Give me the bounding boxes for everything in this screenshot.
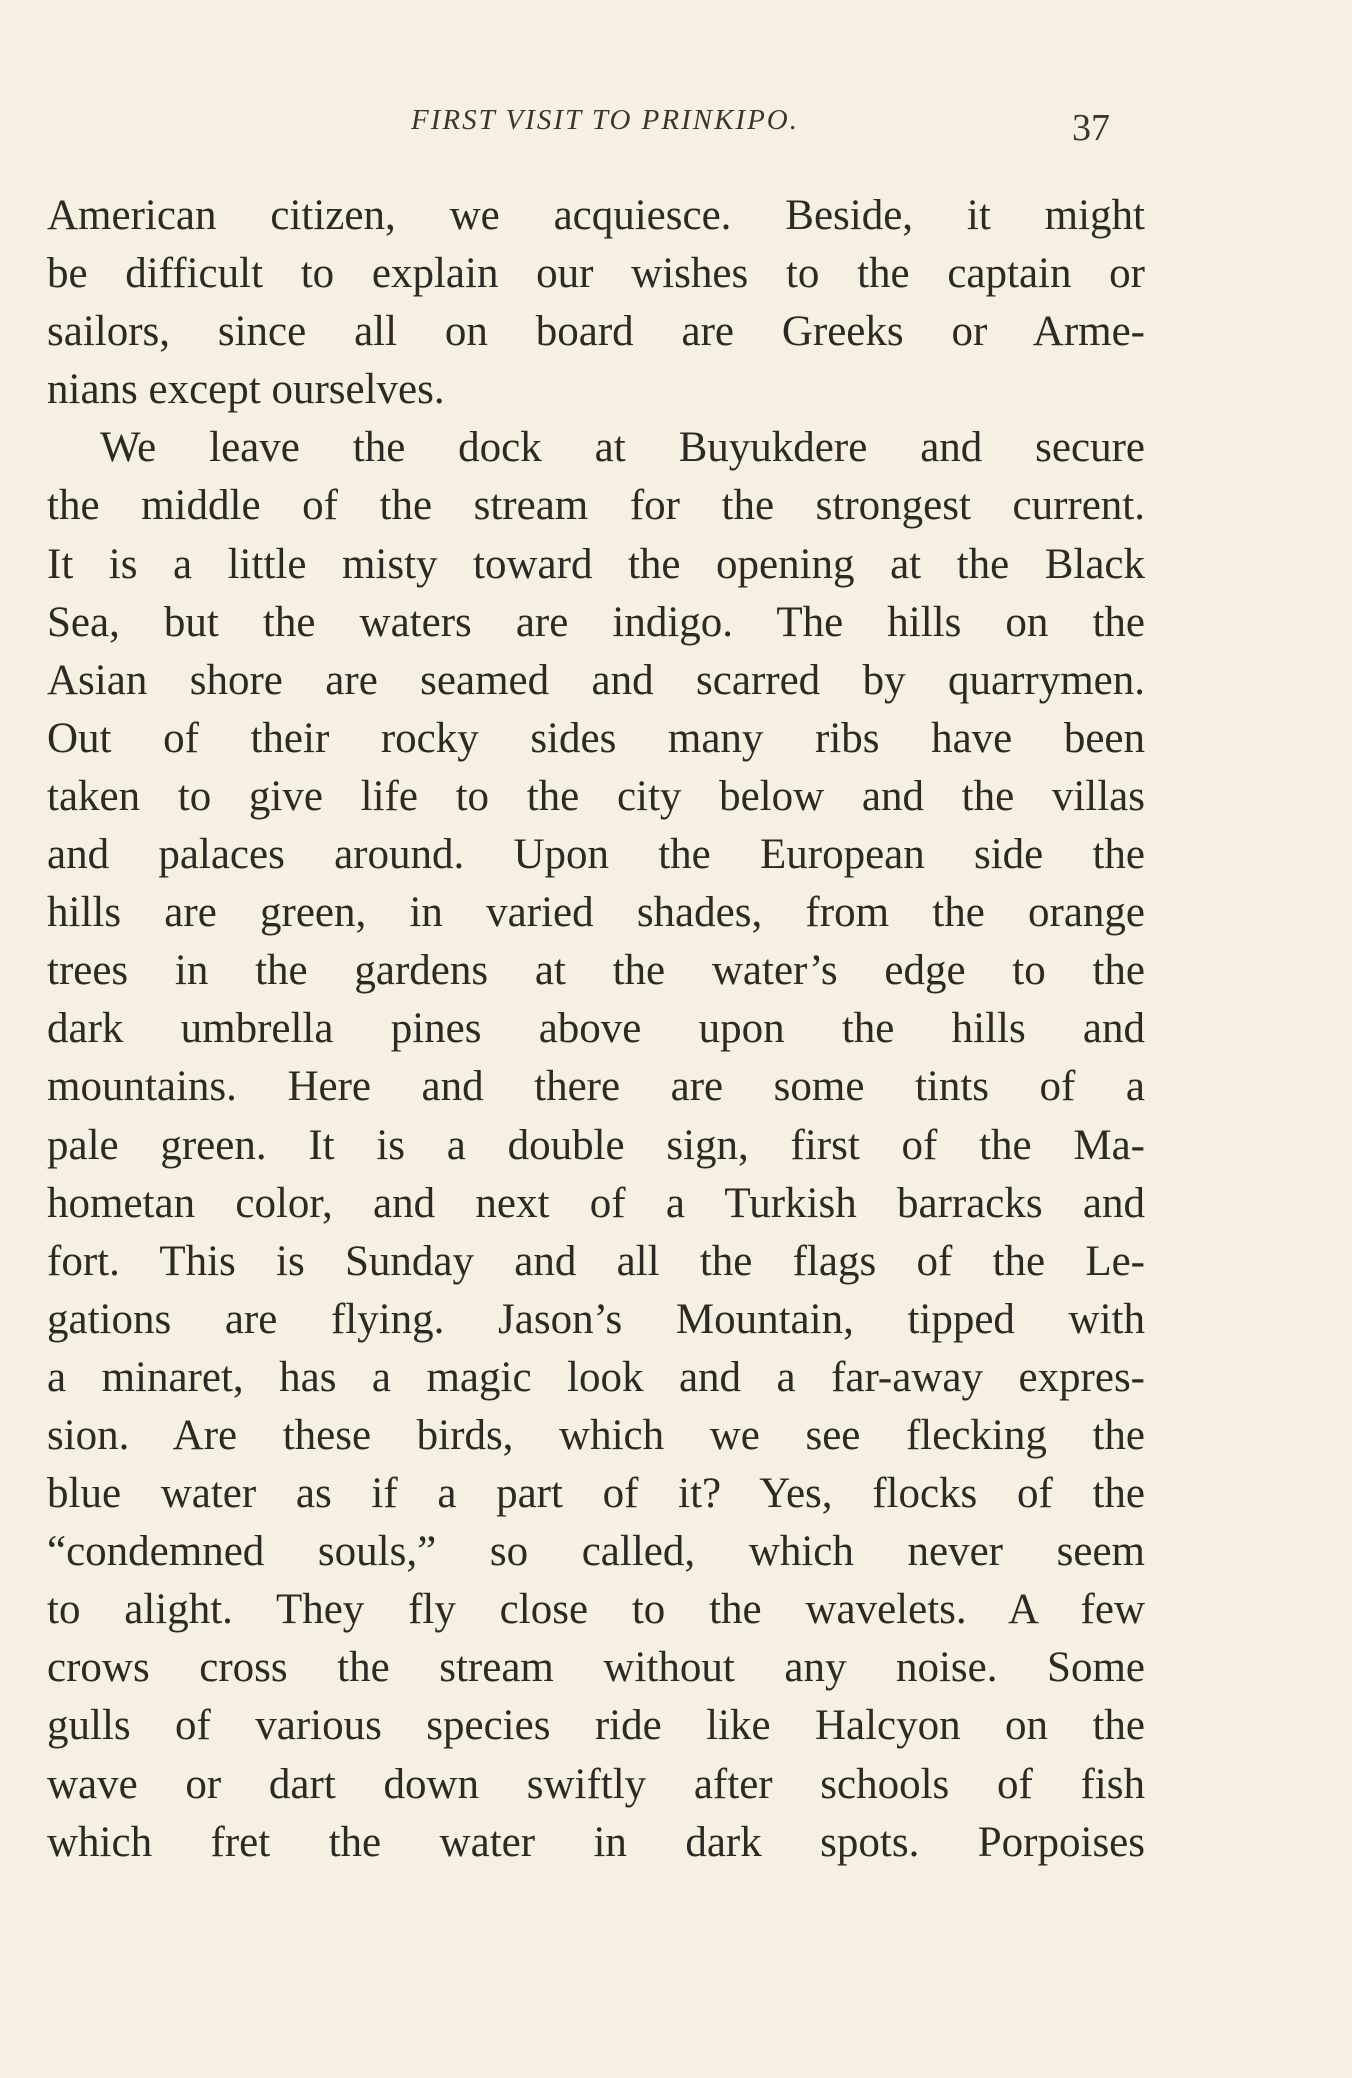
text-line: gulls of various species ride like Halcyon on the	[47, 1702, 1145, 1750]
text-line: gations are flying. Jason’s Mountain, tipped with	[47, 1295, 1145, 1343]
text-line: Asian shore are seamed and scarred by quarrymen.	[47, 656, 1145, 704]
text-line: It is a little misty toward the opening at the Black	[47, 540, 1145, 588]
text-line: crows cross the stream without any noise. Some	[47, 1644, 1145, 1692]
text-line: hills are green, in varied shades, from the orange	[47, 889, 1145, 937]
body-text	[47, 187, 1145, 1872]
text-line: taken to give life to the city below and the villas	[47, 772, 1145, 820]
text-line: trees in the gardens at the water’s edge to the	[47, 947, 1145, 995]
running-head	[0, 100, 1352, 149]
text-line: Sea, but the waters are indigo. The hills on the	[47, 598, 1145, 646]
text-line: which fret the water in dark spots. Porpoises	[47, 1818, 1145, 1866]
text-line: hometan color, and next of a Turkish barracks and	[47, 1179, 1145, 1227]
text-line: “condemned souls,” so called, which never seem	[47, 1528, 1145, 1576]
text-line: to alight. They fly close to the wavelets. A few	[47, 1586, 1145, 1634]
page-number: 37	[1072, 107, 1110, 149]
text-line: sion. Are these birds, which we see flecking the	[47, 1411, 1145, 1459]
text-line: We leave the dock at Buyukdere and secure	[100, 424, 1145, 472]
text-line: blue water as if a part of it? Yes, flocks of the	[47, 1470, 1145, 1518]
text-line: American citizen, we acquiesce. Beside, it might	[47, 192, 1145, 239]
text-line: pale green. It is a double sign, first of the Ma-	[47, 1121, 1145, 1169]
text-line: a minaret, has a magic look and a far-away expres-	[47, 1353, 1145, 1401]
text-line: mountains. Here and there are some tints of a	[47, 1063, 1145, 1111]
text-line: Out of their rocky sides many ribs have been	[47, 714, 1145, 762]
text-line: nians except ourselves.	[47, 366, 445, 414]
text-line: be difficult to explain our wishes to the captain or	[47, 250, 1145, 298]
text-line: fort. This is Sunday and all the flags of the Le-	[47, 1237, 1145, 1285]
text-line: and palaces around. Upon the European side the	[47, 831, 1145, 879]
text-line: the middle of the stream for the strongest current.	[47, 482, 1145, 530]
text-line: sailors, since all on board are Greeks or Arme-	[47, 308, 1145, 356]
running-title: FIRST VISIT TO PRINKIPO.	[411, 104, 799, 136]
text-line: wave or dart down swiftly after schools of fish	[47, 1760, 1145, 1808]
text-line: dark umbrella pines above upon the hills and	[47, 1005, 1145, 1053]
